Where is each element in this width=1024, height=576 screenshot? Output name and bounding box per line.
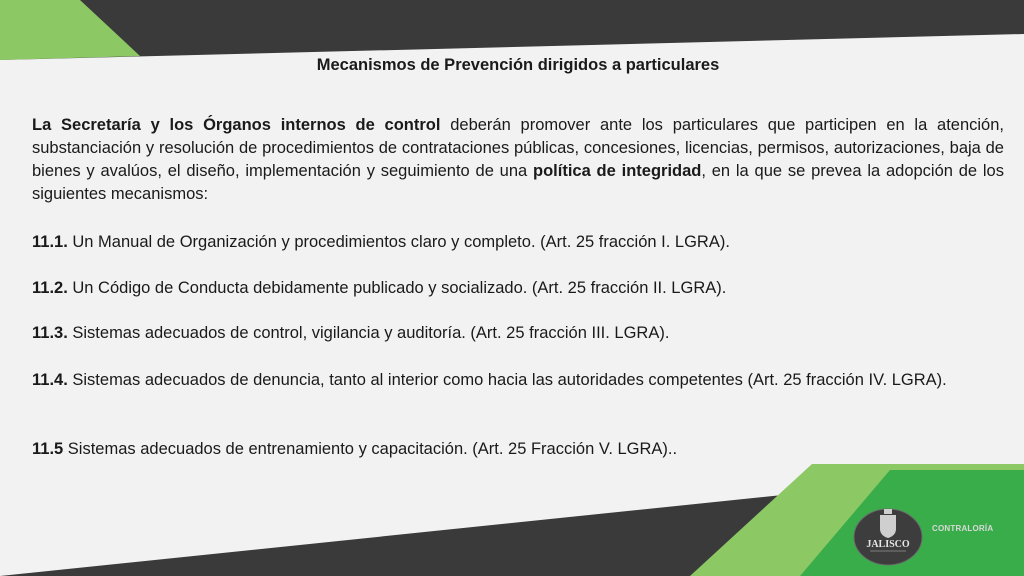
intro-paragraph — [32, 114, 1004, 206]
intro-text-mid: deberán promover ante los particulares que participen en la atención, substanciación y resolución de procedimientos de contrataciones públicas, concesiones, licencias, permisos, autorizaciones, baja de bienes y avalúos, el diseño, implementación y seguimiento de una — [32, 116, 1004, 180]
item-text: Un Manual de Organización y procedimientos claro y completo. (Art. 25 fracción I. LGRA). — [67, 233, 730, 251]
jalisco-logo — [848, 503, 928, 567]
item-number: 11.5 — [32, 440, 64, 458]
item-number: 11.2. — [32, 279, 68, 297]
intro-text-end: , en la que se prevea la adopción de los siguientes mecanismos: — [32, 162, 1004, 203]
list-item — [32, 369, 1004, 392]
item-text: Un Código de Conducta debidamente publicado y socializado. (Art. 25 fracción II. LGRA). — [67, 279, 727, 297]
coat-of-arms-icon — [880, 515, 896, 538]
department-label: CONTRALORÍA — [932, 524, 994, 533]
intro-bold-end: política de integridad — [533, 162, 702, 180]
list-item — [32, 438, 1004, 461]
item-text: Sistemas adecuados de control, vigilancia y auditoría. (Art. 25 fracción III. LGRA). — [67, 324, 670, 342]
intro-bold-start: La Secretaría y los Órganos internos de control — [32, 116, 441, 134]
list-item — [32, 277, 1004, 300]
item-number: 11.3. — [32, 324, 68, 342]
item-text: Sistemas adecuados de denuncia, tanto al interior como hacia las autoridades competentes (Art. 25 fracción IV. LGRA). — [67, 371, 947, 389]
list-item — [32, 322, 1004, 345]
list-item — [32, 231, 1004, 254]
logo-wordmark: JALISCO — [866, 539, 910, 550]
item-number: 11.4. — [32, 371, 68, 389]
item-text: Sistemas adecuados de entrenamiento y capacitación. (Art. 25 Fracción V. LGRA).. — [63, 440, 678, 458]
item-number: 11.1. — [32, 233, 68, 251]
slide-title: Mecanismos de Prevención dirigidos a particulares — [316, 56, 720, 74]
